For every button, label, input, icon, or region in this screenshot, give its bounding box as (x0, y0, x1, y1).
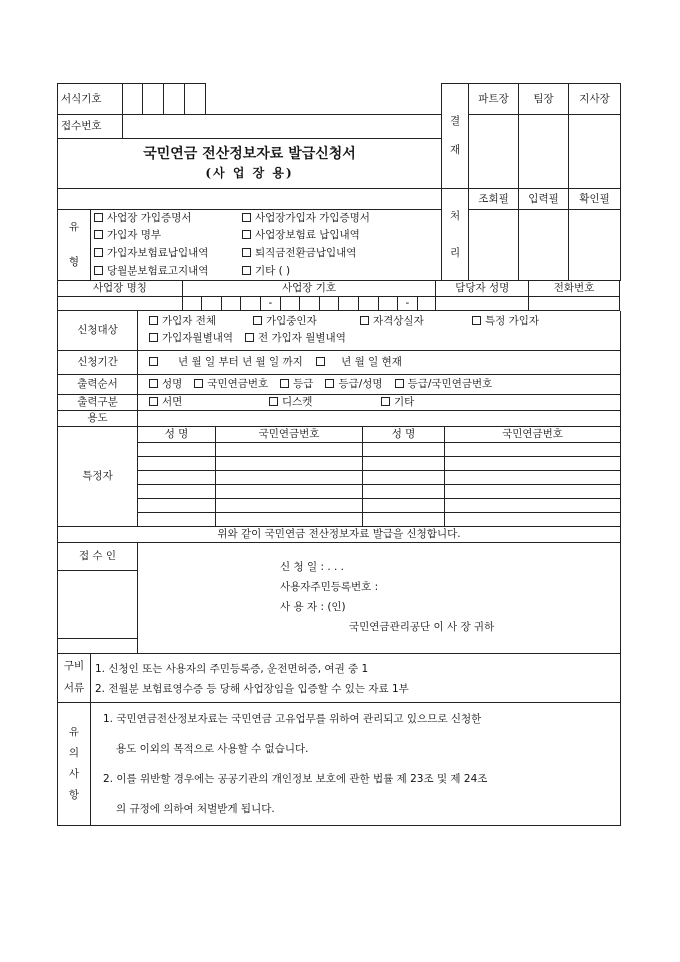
checkbox-icon (149, 333, 158, 342)
output-option[interactable]: 기타 (381, 396, 414, 408)
checkbox-icon (94, 230, 103, 239)
type-label: 유 형 (58, 210, 91, 281)
output-label: 출력구분 (58, 395, 138, 411)
order-option[interactable]: 성명 (149, 378, 182, 391)
checkbox-icon (194, 379, 203, 388)
type-option[interactable]: 사업장 가입증명서 (94, 212, 242, 225)
process-header: 조회필 (469, 189, 519, 210)
specific-pension-field[interactable] (445, 442, 621, 456)
target-label: 신청대상 (58, 311, 138, 351)
approval-header: 파트장 (469, 84, 519, 115)
request-table (57, 311, 621, 428)
specific-header: 국민연금번호 (445, 427, 621, 442)
specific-pension-field[interactable] (445, 512, 621, 526)
form-code-box[interactable] (185, 84, 206, 115)
type-option[interactable]: 가입자보험료납입내역 (94, 247, 242, 260)
process-sign-box[interactable] (569, 210, 621, 281)
specific-pension-field[interactable] (216, 498, 363, 512)
checkbox-icon (149, 316, 158, 325)
code-separator: - (261, 296, 281, 310)
checkbox-icon (381, 397, 390, 406)
output-option[interactable]: 서면 (149, 396, 269, 409)
specific-pension-field[interactable] (445, 456, 621, 470)
id-number-line[interactable]: 사용자주민등록번호 : (280, 580, 379, 593)
checkbox-icon (149, 397, 158, 406)
order-label: 출력순서 (58, 375, 138, 395)
specific-name-field[interactable] (138, 512, 216, 526)
specific-table (57, 427, 621, 543)
specific-header: 성 명 (138, 427, 216, 442)
specific-header: 국민연금번호 (216, 427, 363, 442)
workplace-code-box[interactable] (182, 296, 202, 310)
specific-name-field[interactable] (363, 470, 445, 484)
receipt-no-field[interactable] (123, 115, 442, 139)
receiver-table (57, 543, 621, 655)
target-option[interactable]: 가입자월별내역 (149, 332, 233, 345)
specific-pension-field[interactable] (216, 484, 363, 498)
list-item: 의 규정에 의하여 처벌받게 됩니다. (116, 802, 275, 815)
specific-pension-field[interactable] (445, 470, 621, 484)
workplace-code-box[interactable] (319, 296, 339, 310)
workplace-name-field[interactable] (58, 296, 183, 310)
signature-block (138, 543, 621, 639)
notes-table (57, 703, 621, 827)
list-item: 1. 국민연금전산정보자료는 국민연금 고유업무를 위하여 관리되고 있으므로 신청한 (103, 712, 482, 725)
manager-name-field[interactable] (436, 296, 529, 310)
type-option[interactable]: 기타 ( ) (242, 265, 290, 277)
checkbox-icon (94, 266, 103, 275)
docs-list (91, 654, 621, 702)
workplace-code-box[interactable] (378, 296, 398, 310)
order-options (138, 375, 621, 395)
specific-name-field[interactable] (138, 498, 216, 512)
workplace-code-header: 사업장 기호 (182, 281, 436, 296)
target-option[interactable]: 전 가입자 월별내역 (245, 332, 346, 345)
specific-name-field[interactable] (138, 456, 216, 470)
checkbox-icon (94, 213, 103, 222)
specific-pension-field[interactable] (445, 498, 621, 512)
process-header: 확인필 (569, 189, 621, 210)
header-table (57, 83, 621, 281)
receiver-label: 접 수 인 (58, 543, 138, 571)
workplace-code-box[interactable] (417, 296, 436, 310)
code-separator: - (398, 296, 418, 310)
workplace-code-box[interactable] (280, 296, 300, 310)
page-title: 국민연금 전산정보자료 발급신청서 (143, 145, 356, 162)
process-header: 입력필 (519, 189, 569, 210)
form-code-box[interactable] (123, 84, 143, 115)
checkbox-icon (242, 230, 251, 239)
specific-name-field[interactable] (363, 498, 445, 512)
approval-header: 지사장 (569, 84, 621, 115)
checkbox-icon (269, 397, 278, 406)
form-code-box[interactable] (164, 84, 185, 115)
checkbox-icon (280, 379, 289, 388)
type-option[interactable]: 사업장보험료 납입내역 (242, 229, 360, 241)
declaration: 위와 같이 국민연금 전산정보자료 발급을 신청합니다. (58, 526, 621, 542)
list-item: 용도 이외의 목적으로 사용할 수 없습니다. (116, 742, 309, 755)
specific-name-field[interactable] (138, 470, 216, 484)
addressee: 국민연금관리공단 이 사 장 귀하 (349, 620, 495, 633)
process-sign-box[interactable] (469, 210, 519, 281)
checkbox-icon (242, 266, 251, 275)
checkbox-icon (245, 333, 254, 342)
checkbox-icon (253, 316, 262, 325)
table-row (58, 498, 621, 512)
target-option[interactable]: 가입중인자 (253, 315, 348, 328)
usage-label: 용도 (58, 411, 138, 427)
checkbox-icon (242, 213, 251, 222)
checkbox-icon (149, 357, 158, 366)
workplace-name-header: 사업장 명칭 (58, 281, 183, 296)
type-row (91, 245, 442, 263)
list-item: 2. 이를 위반할 경우에는 공공기관의 개인정보 보호에 관한 법률 제 23조 및 제 24조 (103, 772, 488, 785)
checkbox-icon (360, 316, 369, 325)
specific-name-field[interactable] (138, 484, 216, 498)
checkbox-icon (472, 316, 481, 325)
approval-sign-box[interactable] (519, 115, 569, 189)
approval-label: 결 재 (442, 84, 469, 189)
notes-list (91, 703, 621, 826)
specific-name-field[interactable] (363, 456, 445, 470)
phone-header: 전화번호 (529, 281, 620, 296)
workplace-code-box[interactable] (221, 296, 241, 310)
output-options (138, 395, 621, 411)
table-row (58, 456, 621, 470)
specific-pension-field[interactable] (216, 470, 363, 484)
specific-name-field[interactable] (363, 512, 445, 526)
target-option[interactable]: 자격상실자 (360, 315, 460, 328)
type-row (91, 210, 442, 227)
type-option[interactable]: 사업장가입자 가입증명서 (242, 212, 370, 224)
application-form (57, 83, 620, 869)
specific-name-field[interactable] (363, 442, 445, 456)
list-item: 2. 전월분 보험료영수증 등 당해 사업장임을 입증할 수 있는 자료 1부 (95, 682, 409, 695)
page-subtitle: (사 업 장 용) (205, 165, 294, 180)
workplace-code-box[interactable] (300, 296, 320, 310)
checkbox-icon (325, 379, 334, 388)
list-item: 1. 신청인 또는 사용자의 주민등록증, 운전면허증, 여권 중 1 (95, 662, 369, 675)
target-option[interactable]: 가입자 전체 (149, 315, 241, 328)
target-options (138, 311, 621, 351)
order-option[interactable]: 등급/국민연금번호 (395, 378, 493, 391)
workplace-code-box[interactable] (339, 296, 359, 310)
docs-label: 구비 서류 (58, 654, 91, 702)
docs-table (57, 654, 621, 703)
checkbox-icon (395, 379, 404, 388)
form-code-box[interactable] (143, 84, 164, 115)
checkbox-icon (94, 248, 103, 257)
checkbox-icon (242, 248, 251, 257)
output-option[interactable]: 디스켓 (269, 396, 381, 409)
title-cell (58, 139, 442, 189)
workplace-table (57, 281, 620, 311)
specific-pension-field[interactable] (216, 442, 363, 456)
receipt-no-label: 접수번호 (58, 115, 123, 139)
form-code-label: 서식기호 (58, 84, 123, 115)
process-label: 처 리 (442, 189, 469, 281)
table-row (58, 442, 621, 456)
process-sign-box[interactable] (519, 210, 569, 281)
approval-sign-box[interactable] (469, 115, 519, 189)
table-row (58, 484, 621, 498)
notes-label: 유 의 사 항 (58, 703, 91, 826)
type-option[interactable]: 가입자 명부 (94, 229, 242, 242)
workplace-code-box[interactable] (202, 296, 222, 310)
checkbox-icon (149, 379, 158, 388)
checkbox-icon (316, 357, 325, 366)
phone-field[interactable] (529, 296, 620, 310)
usage-field[interactable] (138, 411, 621, 427)
table-row (58, 512, 621, 526)
receiver-field[interactable] (58, 571, 138, 639)
type-option[interactable]: 당월분보험료고지내역 (94, 265, 242, 278)
workplace-code-box[interactable] (358, 296, 378, 310)
order-option[interactable]: 국민연금번호 (194, 378, 268, 391)
period-field[interactable]: 년 월 일 부터 년 월 일 까지 년 월 일 현재 (138, 351, 621, 375)
specific-pension-field[interactable] (216, 512, 363, 526)
type-option[interactable]: 퇴직금전환금납입내역 (242, 247, 356, 259)
period-label: 신청기간 (58, 351, 138, 375)
apply-date-line[interactable]: 신 청 일 : . . . (280, 560, 345, 573)
order-option[interactable]: 등급 (280, 378, 313, 391)
approval-header: 팀장 (519, 84, 569, 115)
specific-name-field[interactable] (138, 442, 216, 456)
type-row (91, 227, 442, 245)
order-option[interactable]: 등급/성명 (325, 378, 382, 391)
workplace-code-box[interactable] (241, 296, 261, 310)
target-option[interactable]: 특정 가입자 (472, 315, 539, 328)
specific-name-field[interactable] (363, 484, 445, 498)
type-row (91, 263, 442, 281)
manager-name-header: 담당자 성명 (436, 281, 529, 296)
specific-pension-field[interactable] (216, 456, 363, 470)
specific-pension-field[interactable] (445, 484, 621, 498)
approval-sign-box[interactable] (569, 115, 621, 189)
specific-header: 성 명 (363, 427, 445, 442)
user-line[interactable]: 사 용 자 : (인) (280, 600, 346, 613)
table-row (58, 470, 621, 484)
specific-label: 특정자 (58, 427, 138, 526)
